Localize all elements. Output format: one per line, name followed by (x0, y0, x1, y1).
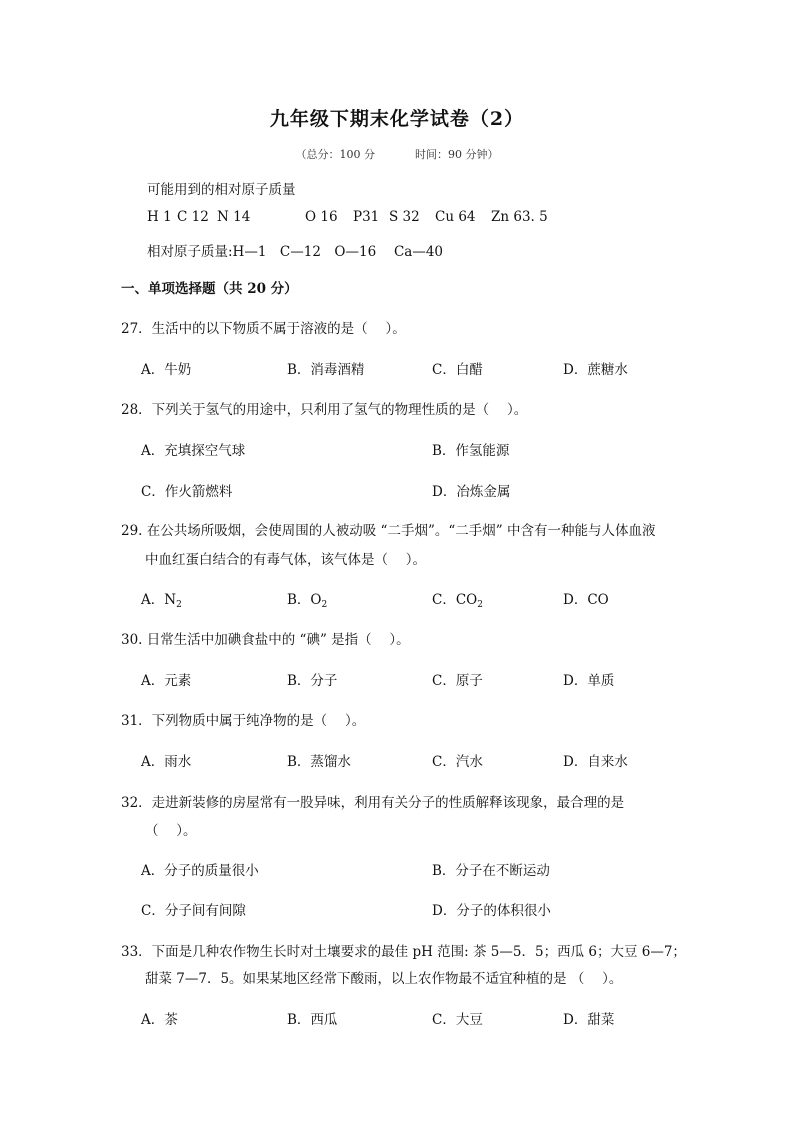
q33-option-b: B．西瓜 (287, 1012, 338, 1028)
q31-option-a: A．雨水 (141, 754, 192, 770)
q32-option-a: A．分子的质量很小 (141, 863, 259, 879)
atomic-mass-item: S 32 (389, 209, 420, 225)
total-score: （总分：100 分 (295, 148, 375, 161)
atomic-mass-item: Zn 63. 5 (491, 209, 548, 225)
atomic-mass-list (147, 209, 548, 225)
atomic-mass-item: Cu 64 (435, 209, 476, 225)
q30-option-a: A．元素 (141, 673, 192, 689)
q27-option-a: A．牛奶 (141, 362, 192, 378)
q32-option-b: B．分子在不断运动 (432, 863, 550, 879)
atomic-mass-item: N 14 (217, 209, 251, 225)
page-title: 九年级下期末化学试卷（2） (269, 108, 525, 130)
q31-option-b: B．蒸馏水 (287, 754, 351, 770)
q30-option-b: B．分子 (287, 673, 338, 689)
question-30-stem: 30. 日常生活中加碘食盐中的 “碘” 是指（ ）。 (121, 632, 410, 648)
q28-option-d: D．冶炼金属 (432, 484, 511, 500)
exam-time: 时间：90 分钟） (415, 148, 499, 161)
q30-option-c: C．原子 (432, 673, 483, 689)
q29-option-c: C．$CO_2$ (432, 592, 483, 610)
q31-option-d: D．自来水 (563, 754, 628, 770)
atomic-mass-item: H 1 (147, 209, 172, 225)
exam-info (0, 146, 794, 162)
q27-option-b: B．消毒酒精 (287, 362, 365, 378)
q32-option-d: D．分子的体积很小 (432, 903, 551, 919)
q27-option-c: C．白醋 (432, 362, 483, 378)
q33-option-a: A．茶 (141, 1012, 178, 1028)
atomic-mass-intro: 可能用到的相对原子质量 (147, 182, 296, 198)
q28-option-a: A．充填探空气球 (141, 443, 246, 459)
q27-option-d: D．蔗糖水 (563, 362, 628, 378)
q33-option-c: C．大豆 (432, 1012, 483, 1028)
q32-option-c: C．分子间有间隙 (141, 903, 246, 919)
question-33-stem: 33．下面是几种农作物生长时对土壤要求的最佳 pH 范围: 茶 5—5．5；西瓜 6；大豆 6—7； (121, 944, 686, 960)
q29-option-d: D．CO (563, 592, 609, 608)
q29-option-a: A．$N_2$ (141, 592, 182, 610)
atomic-mass-item: O 16 (305, 209, 338, 225)
atomic-mass-item: C 12 (177, 209, 209, 225)
question-31-stem: 31．下列物质中属于纯净物的是（ ）。 (121, 713, 366, 729)
atomic-mass-line2: 相对原子质量:H—1 C—12 O—16 Ca—40 (147, 244, 444, 260)
q29-option-b: B．$O_2$ (287, 592, 328, 610)
question-28-stem: 28．下列关于氢气的用途中，只利用了氢气的物理性质的是（ ）。 (121, 402, 528, 418)
section-heading: 一、单项选择题（共 20 分） (121, 281, 298, 297)
q33-option-d: D．甜菜 (563, 1012, 615, 1028)
question-29-stem-cont: 中血红蛋白结合的有毒气体，该气体是（ ）。 (145, 552, 427, 568)
q28-option-c: C．作火箭燃料 (141, 484, 233, 500)
question-32-stem-cont: （ ）。 (145, 823, 197, 839)
question-27-stem: 27．生活中的以下物质不属于溶液的是（ ）。 (121, 321, 406, 337)
q31-option-c: C．汽水 (432, 754, 483, 770)
q28-option-b: B．作氢能源 (432, 443, 510, 459)
question-33-stem-cont: 甜菜 7—7．5。如果某地区经常下酸雨，以上农作物最不适宜种植的是 （ ）。 (145, 971, 623, 987)
question-29-stem: 29. 在公共场所吸烟，会使周围的人被动吸 “二手烟”。“二手烟” 中含有一种能与人体血液 (121, 523, 656, 539)
question-32-stem: 32．走进新装修的房屋常有一股异味，利用有关分子的性质解释该现象，最合理的是 (121, 795, 625, 811)
q30-option-d: D．单质 (563, 673, 615, 689)
atomic-mass-item: P31 (353, 209, 380, 225)
